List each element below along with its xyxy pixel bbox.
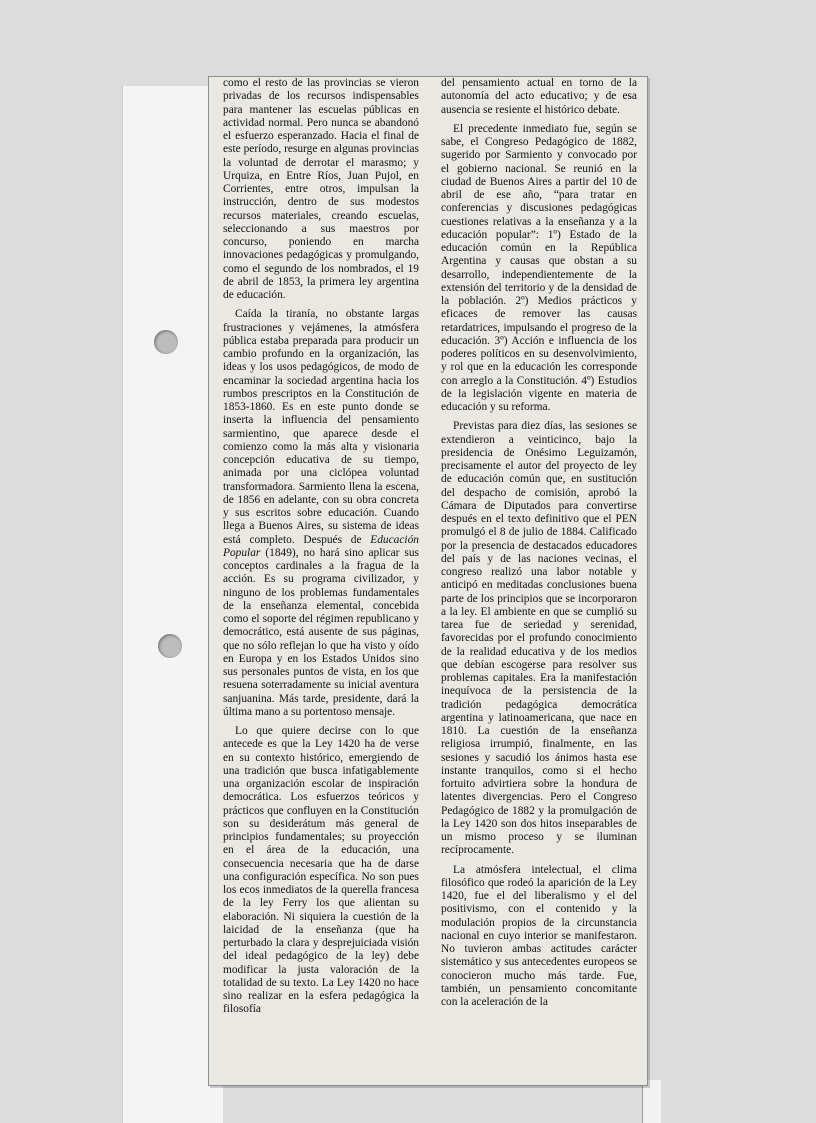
- article-column-left: [223, 77, 419, 1085]
- article-paragraph: El precedente inmediato fue, según se sabe, el Congreso Pedagógico de 1882, sugerido por Sarmiento y convocado por el gobierno nacional. Se reunió en la ciudad de Buenos Aires a partir del 10 de abril de ese año, “para tratar en conferencias y discusiones pedagógicas cuestiones relativas a la enseñanza y a la educación popular”: 1º) Estado de la educación común en la República Argentina y causas que obstan a su desarrollo, independientemente de la extensión del territorio y de la densidad de la población. 2º) Medios prácticos y eficaces de remover las causas retardatrices, impulsando el progreso de la educación. 3º) Acción e influencia de los poderes políticos en su desenvolvimiento, y rol que en la educación les corresponde con arreglo a la Constitución. 4º) Estudios de la legislación vigente en materia de educación y su reforma.: [441, 122, 637, 413]
- article-paragraph: del pensamiento actual en torno de la autonomía del acto educativo; y de esa ausencia se resiente el histórico debate.: [441, 77, 637, 116]
- article-paragraph: Lo que quiere decirse con lo que antecede es que la Ley 1420 ha de verse en su contexto histórico, emergiendo de una tradición que busca infatigablemente una organización escolar de inspiración democrática. Los esfuerzos teóricos y prácticos que confluyen en la Constitución son su desiderátum más general de principios fundamentales; su proyección en el área de la educación, una consecuencia necesaria que ha de darse una configuración específica. No son pues los ecos inmediatos de la querella francesa de la ley Ferry los que alientan su elaboración. Ni siquiera la cuestión de la laicidad de la enseñanza (que ha perturbado la clara y desprejuiciada visión del ideal pedagógico de la ley) debe modificar la justa valoración de la totalidad de su texto. La Ley 1420 no hace sino realizar en la esfera pedagógica la filosofía: [223, 725, 419, 1016]
- paragraph-text: Caída la tiranía, no obstante largas frustraciones y vejámenes, la atmósfera pública estaba preparada para producir un cambio profundo en la organización, las ideas y los usos pedagógicos, de modo de encaminar la sociedad argentina hacia los rumbos prescriptos en la Constitución de 1853-1860. Es en este punto donde se inserta la influencia del pensamiento sarmientino, que aparece desde el comienzo como la más alta y visionaria concepción educativa de su tiempo, animada por una ciclópea voluntad transformadora. Sarmiento llena la escena, de 1856 en adelante, con su obra concreta y sus escritos sobre educación. Cuando llega a Buenos Aires, su sistema de ideas está completo. Después de: [223, 308, 419, 546]
- article-paragraph: La atmósfera intelectual, el clima filosófico que rodeó la aparición de la Ley 1420, fue el del liberalismo y el del positivismo, con el contenido y la modulación propios de la circunstancia nacional en cuyo interior se manifestaron. No tuvieron ambas actitudes carácter sistemático y sus antecedentes europeos se conocieron mucho más tarde. Fue, también, un pensamiento concomitante con la aceleración de la: [441, 863, 637, 1008]
- newspaper-clipping: [208, 76, 648, 1086]
- article-paragraph: como el resto de las provincias se vieron privadas de los recursos indispensables para mantener las escuelas públicas en actividad normal. Pero nunca se abandonó el esfuerzo esperanzado. Hacia el final de este período, resurge en algunas provincias la voluntad de derrotar el marasmo; y Urquiza, en Entre Ríos, Juan Pujol, en Corrientes, entre otros, impulsan la instrucción, dentro de sus modestos recursos materiales, creando escuelas, seleccionando a sus maestros por concurso, poniendo en marcha innovaciones pedagógicas y promulgando, como el segundo de los nombrados, el 19 de abril de 1853, la primera ley argentina de educación.: [223, 77, 419, 301]
- punch-hole: [158, 634, 182, 658]
- article-paragraph: Previstas para diez días, las sesiones se extendieron a veinticinco, bajo la presidencia de Onésimo Leguizamón, precisamente el autor del proyecto de ley de educación común que, en sustitución del despacho de comisión, aprobó la Cámara de Diputados para convertirse después en el texto definitivo que el PEN promulgó el 8 de julio de 1884. Calificado por la presencia de destacados educadores del país y de las naciones vecinas, el congreso realizó una labor notable y anticipó en meditadas conclusiones buena parte de los principios que se incorporaron a la ley. El ambiente en que se cumplió su tarea fue de seriedad y serenidad, favorecidas por el profundo conocimiento de la realidad educativa y de los medios que debían escogerse para resolver sus problemas capitales. Era la manifestación inequívoca de la persistencia de la tradición pedagógica democrática argentina y latinoamericana, que nace en 1810. La cuestión de la enseñanza religiosa irrumpió, finalmente, en las sesiones y sacudió los ánimos hasta ese instante tranquilos, como si el hecho fortuito advirtiera sobre la hondura de latentes divergencias. Pero el Congreso Pedagógico de 1882 y la promulgación de la Ley 1420 son dos hitos inseparables de un mismo proceso y se iluminan recíprocamente.: [441, 420, 637, 857]
- backing-sheet-edge: [642, 1080, 661, 1123]
- book-title: Educación Popular: [223, 533, 419, 559]
- paragraph-text: (1849), no hará sino aplicar sus conceptos cardinales a la fragua de la acción. Es su programa civilizador, y ninguno de los problemas fundamentales de la enseñanza elemental, concebida como el soporte del régimen republicano y democrático, está ausente de sus páginas, que no sólo reflejan lo que ha visto y oído en Europa y en los Estados Unidos sino sus personales puntos de vista, en los que resuena soterradamente su inicial aventura sanjuanina. Más tarde, presidente, dará la última mano a su portentoso mensaje.: [223, 546, 419, 718]
- punch-hole: [154, 330, 178, 354]
- article-column-right: [441, 77, 637, 1085]
- article-paragraph: [223, 308, 419, 719]
